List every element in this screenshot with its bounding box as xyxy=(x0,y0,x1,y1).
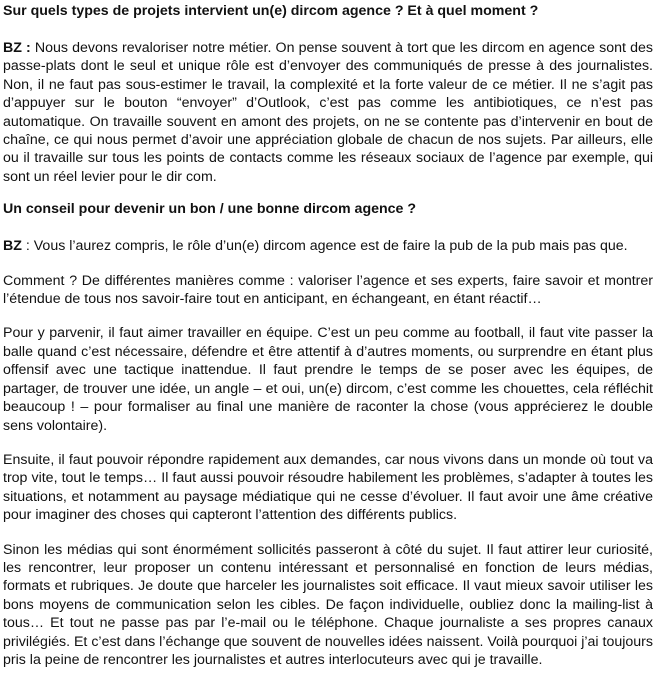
answer-text: : Vous l’aurez compris, le rôle d’un(e) dircom agence est de faire la pub de la pub mais pas que. xyxy=(21,238,628,255)
article-body xyxy=(0,2,656,669)
speaker-label: BZ : xyxy=(3,40,31,56)
answer-paragraph: Comment ? De différentes manières comme : valoriser l’agence et ses experts, faire savoir et montrer l’étendue de tous nos savoir-faire tout en anticipant, en échangeant, en étant réactif… xyxy=(3,272,653,308)
answer-paragraph xyxy=(3,237,653,255)
question-heading-1: Sur quels types de projets intervient un(e) dircom agence ? Et à quel moment ? xyxy=(3,3,539,19)
answer-paragraph xyxy=(3,39,653,186)
answer-paragraph: Pour y parvenir, il faut aimer travailler en équipe. C’est un peu comme au football, il faut vite passer la balle quand c’est nécessaire, défendre et être attentif à d’autres moments, ou surprendre en étant plus offensif avec une tactique inattendue. Il faut prendre le temps de se poser avec les équipes, de partager, de trouver une idée, un angle – et oui, un(e) dircom, c’est comme les chouettes, cela réfléchit beaucoup ! – pour formaliser au final une manière de raconter la chose (vous apprécierez le double sens volontaire). xyxy=(3,325,653,434)
speaker-label: BZ xyxy=(3,238,22,255)
question-heading-2: Un conseil pour devenir un bon / une bonne dircom agence ? xyxy=(3,201,417,218)
answer-paragraph: Sinon les médias qui sont énormément sollicités passeront à côté du sujet. Il faut attirer leur curiosité, les rencontrer, leur proposer un contenu intéressant et personnalisé en fonction de leurs médias, formats et rubriques. Je doute que harceler les journalistes soit efficace. Il vaut mieux savoir utiliser les bons moyens de communication selon les cibles. De façon individuelle, oubliez donc la mailing-list à tous… Et tout ne passe pas par l’e-mail ou le téléphone. Chaque journaliste a ses propres canaux privilégiés. Et c’est dans l’échange que souvent de nouvelles idées naissent. Voilà pourquoi j’ai toujours pris la peine de rencontrer les journalistes et autres interlocuteurs avec qui je travaille. xyxy=(3,541,653,668)
answer-text: Nous devons revaloriser notre métier. On pense souvent à tort que les dircom en agence sont des passe-plats dont le seul et unique rôle est d’envoyer des communiqués de presse à des journalistes. Non, il ne faut pas sous-estimer le travail, la complexité et la forte valeur de ce métier. Il ne s’agit pas d’appuyer sur le bouton “envoyer” d’Outlook, c’est pas comme les antibiotiques, ce n’est pas automatique. On travaille souvent en amont des projets, on ne se contente pas d’intervenir en bout de chaîne, ce qui nous permet d’avoir une appréciation globale de chacun de nos sujets. Par ailleurs, elle ou il travaille sur tous les points de contacts comme les réseaux sociaux de l’agence par exemple, qui sont un réel levier pour le dir com. xyxy=(3,40,653,185)
answer-paragraph: Ensuite, il faut pouvoir répondre rapidement aux demandes, car nous vivons dans un monde où tout va trop vite, tout le temps… Il faut aussi pouvoir résoudre habilement les problèmes, s’adapter à toutes les situations, et notamment au paysage médiatique qui ne cesse d’évoluer. Il faut avoir une âme créative pour imaginer des choses qui capteront l’attention des différents publics. xyxy=(3,451,653,524)
